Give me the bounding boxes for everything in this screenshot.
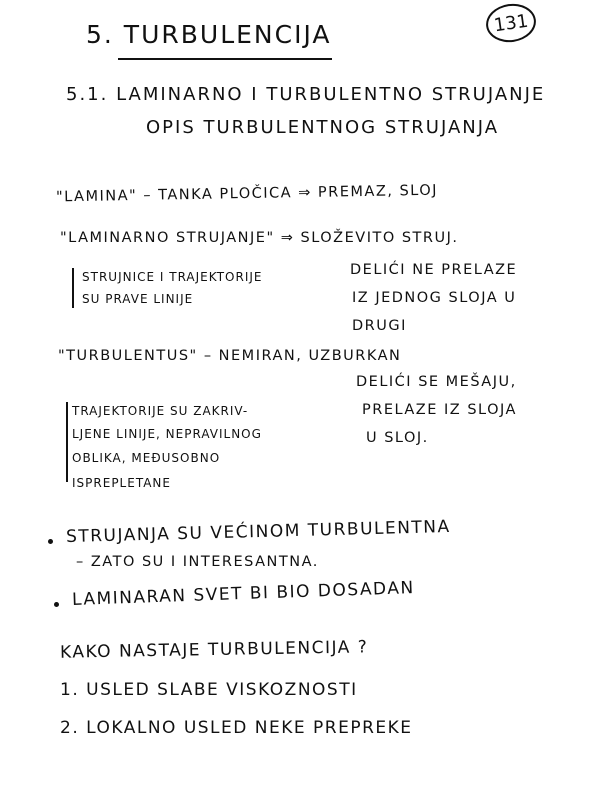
bullet-dot [54,602,59,607]
turbulent-left-line: LJENE LINIJE, NEPRAVILNOG [72,427,262,441]
chapter-title: 5. TURBULENCIJA [86,20,332,49]
chapter-title-underline [118,58,332,60]
laminar-right-line: DELIĆI NE PRELAZE [350,262,518,278]
laminar-bracket [72,268,74,308]
bullet-item: LAMINARAN SVET BI BIO DOSADAN [71,578,415,610]
reason-item: 2. LOKALNO USLED NEKE PREPREKE [60,718,413,738]
page-number: 131 [492,10,530,36]
turbulent-right-line: DELIĆI SE MEŠAJU, [356,374,517,390]
laminar-right-line: DRUGI [352,318,407,334]
turbulent-right-line: U SLOJ. [366,430,429,446]
turbulentus-heading: "TURBULENTUS" – NEMIRAN, UZBURKAN [58,348,402,364]
laminar-right-line: IZ JEDNOG SLOJA U [352,290,517,306]
bullet-item: STRUJANJA SU VEĆINOM TURBULENTNA [65,516,451,548]
turbulent-left-line: TRAJEKTORIJE SU ZAKRIV- [72,404,249,418]
page-number-badge [484,1,539,46]
bullet-continuation: – ZATO SU I INTERESANTNA. [76,554,319,570]
section-heading-line1: 5.1. LAMINARNO I TURBULENTNO STRUJANJE [66,84,546,105]
laminar-left-line: STRUJNICE I TRAJEKTORIJE [82,270,263,284]
turbulent-bracket [66,402,68,482]
bullet-dot [48,539,53,544]
turbulent-right-line: PRELAZE IZ SLOJA [362,402,517,418]
lamina-definition: "LAMINA" – TANKA PLOČICA ⇒ PREMAZ, SLOJ [55,182,439,206]
laminar-left-line: SU PRAVE LINIJE [82,292,194,306]
reason-item: 1. USLED SLABE VISKOZNOSTI [60,680,358,700]
section-heading-line2: OPIS TURBULENTNOG STRUJANJA [146,117,500,138]
turbulent-left-line: OBLIKA, MEĐUSOBNO [72,451,221,465]
turbulent-left-line: ISPREPLETANE [72,476,171,490]
laminar-flow-heading: "LAMINARNO STRUJANJE" ⇒ SLOŽEVITO STRUJ. [60,230,459,246]
turbulence-question: KAKO NASTAJE TURBULENCIJA ? [59,637,369,663]
